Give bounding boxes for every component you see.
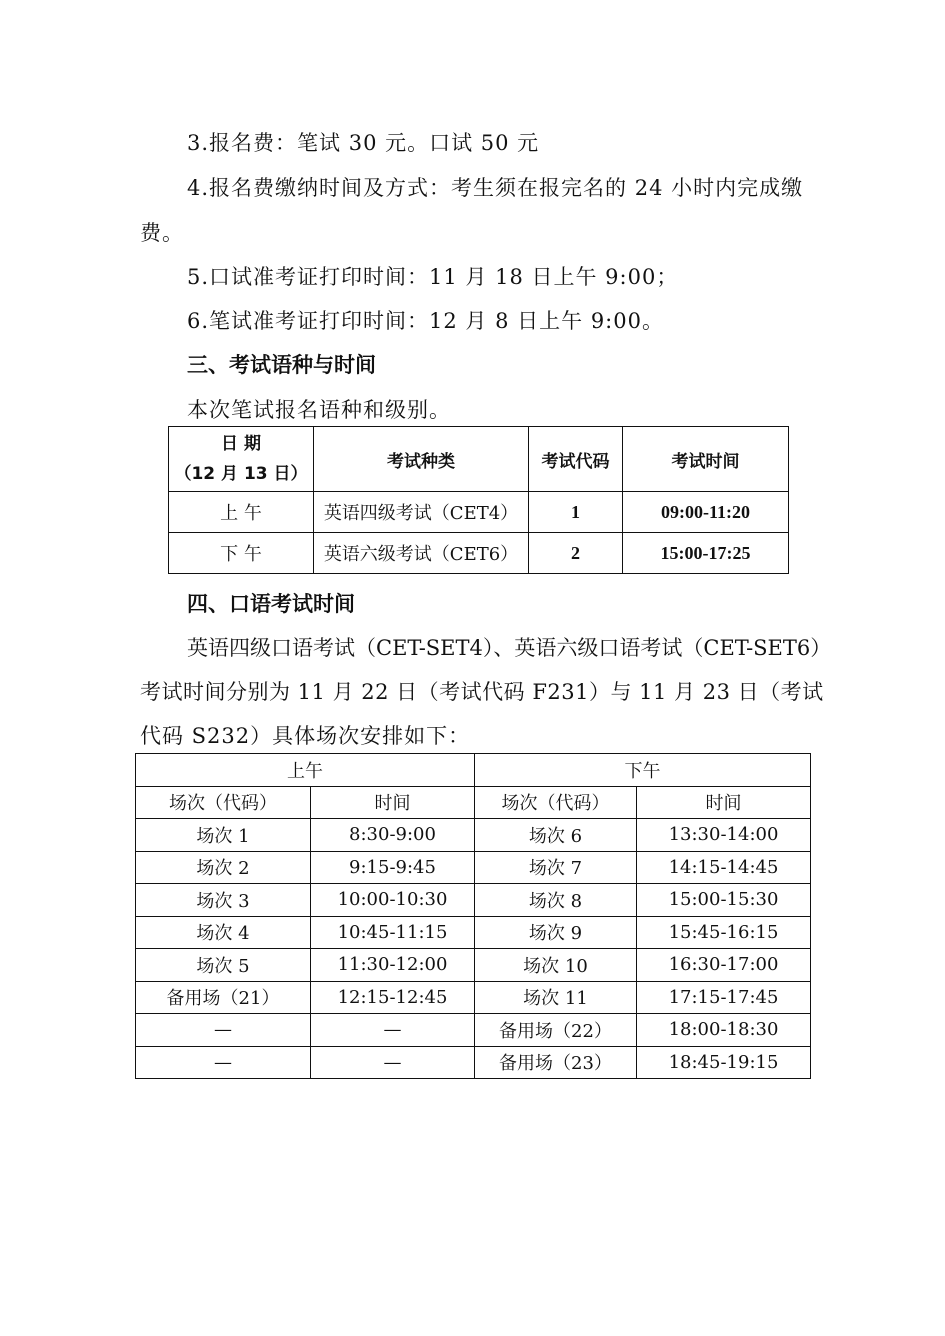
period-header-row	[136, 754, 811, 787]
section4-para-line3: 代码 S232）具体场次安排如下：	[140, 724, 471, 748]
am-time-cell: 11:30-12:00	[311, 949, 475, 982]
date-header	[169, 427, 314, 492]
pm-session-cell: 场次 8	[475, 884, 637, 917]
exam-type-cell: 英语六级考试（CET6）	[314, 533, 529, 574]
type-header: 考试种类	[314, 427, 529, 492]
exam-code-cell: 1	[529, 492, 623, 533]
table-row	[136, 949, 811, 982]
pm-time-cell: 18:45-19:15	[637, 1046, 811, 1079]
am-session-cell: 场次 2	[136, 851, 311, 884]
exam-time-cell: 15:00-17:25	[623, 533, 789, 574]
pm-time-cell: 17:15-17:45	[637, 981, 811, 1014]
pm-session-cell: 场次 9	[475, 916, 637, 949]
date-header-label: 日 期	[221, 434, 261, 454]
written-exam-table	[168, 426, 789, 574]
am-session-header: 场次（代码）	[136, 786, 311, 819]
pm-session-cell: 备用场（23）	[475, 1046, 637, 1079]
table-row	[136, 981, 811, 1014]
pm-time-cell: 16:30-17:00	[637, 949, 811, 982]
time-header: 考试时间	[623, 427, 789, 492]
pm-time-cell: 15:45-16:15	[637, 916, 811, 949]
table-row	[136, 884, 811, 917]
table-row	[169, 533, 789, 574]
written-admission-item: 6.笔试准考证打印时间：12 月 8 日上午 9:00。	[187, 309, 664, 333]
am-time-cell: —	[311, 1046, 475, 1079]
am-session-cell: 场次 4	[136, 916, 311, 949]
exam-type-cell: 英语四级考试（CET4）	[314, 492, 529, 533]
am-header: 上午	[136, 754, 475, 787]
pm-session-cell: 场次 11	[475, 981, 637, 1014]
am-time-header: 时间	[311, 786, 475, 819]
table-row	[136, 851, 811, 884]
period-cell: 下 午	[169, 533, 314, 574]
section3-intro: 本次笔试报名语种和级别。	[187, 398, 451, 422]
fee-item: 3.报名费：笔试 30 元。口试 50 元	[187, 131, 540, 155]
pm-session-cell: 场次 6	[475, 819, 637, 852]
am-time-cell: 9:15-9:45	[311, 851, 475, 884]
payment-item-continued: 费。	[140, 221, 184, 245]
section4-para-line1: 英语四级口语考试（CET-SET4）、英语六级口语考试（CET-SET6）	[187, 636, 832, 660]
table-row	[169, 492, 789, 533]
am-time-cell: —	[311, 1014, 475, 1047]
section4-para-line2: 考试时间分别为 11 月 22 日（考试代码 F231）与 11 月 23 日（考试	[140, 680, 824, 704]
am-session-cell: 场次 3	[136, 884, 311, 917]
exam-time-cell: 09:00-11:20	[623, 492, 789, 533]
pm-session-cell: 场次 7	[475, 851, 637, 884]
oral-exam-table	[135, 753, 811, 1079]
period-cell: 上 午	[169, 492, 314, 533]
am-session-cell: —	[136, 1046, 311, 1079]
pm-time-cell: 14:15-14:45	[637, 851, 811, 884]
am-session-cell: 场次 5	[136, 949, 311, 982]
section4-heading: 四、口语考试时间	[187, 592, 355, 616]
table-row	[136, 1046, 811, 1079]
am-session-cell: 场次 1	[136, 819, 311, 852]
pm-session-cell: 场次 10	[475, 949, 637, 982]
payment-item: 4.报名费缴纳时间及方式：考生须在报完名的 24 小时内完成缴	[187, 176, 804, 200]
date-header-value: （12 月 13 日）	[174, 464, 308, 484]
am-time-cell: 8:30-9:00	[311, 819, 475, 852]
pm-time-cell: 15:00-15:30	[637, 884, 811, 917]
am-time-cell: 10:00-10:30	[311, 884, 475, 917]
oral-admission-item: 5.口试准考证打印时间：11 月 18 日上午 9:00；	[187, 265, 679, 289]
pm-time-header: 时间	[637, 786, 811, 819]
pm-session-header: 场次（代码）	[475, 786, 637, 819]
code-header: 考试代码	[529, 427, 623, 492]
exam-code-cell: 2	[529, 533, 623, 574]
am-time-cell: 10:45-11:15	[311, 916, 475, 949]
pm-time-cell: 18:00-18:30	[637, 1014, 811, 1047]
am-session-cell: 备用场（21）	[136, 981, 311, 1014]
pm-time-cell: 13:30-14:00	[637, 819, 811, 852]
table-header-row	[169, 427, 789, 492]
column-header-row	[136, 786, 811, 819]
pm-session-cell: 备用场（22）	[475, 1014, 637, 1047]
pm-header: 下午	[475, 754, 811, 787]
am-time-cell: 12:15-12:45	[311, 981, 475, 1014]
table-row	[136, 1014, 811, 1047]
table-row	[136, 819, 811, 852]
section3-heading: 三、考试语种与时间	[187, 353, 376, 377]
am-session-cell: —	[136, 1014, 311, 1047]
table-row	[136, 916, 811, 949]
